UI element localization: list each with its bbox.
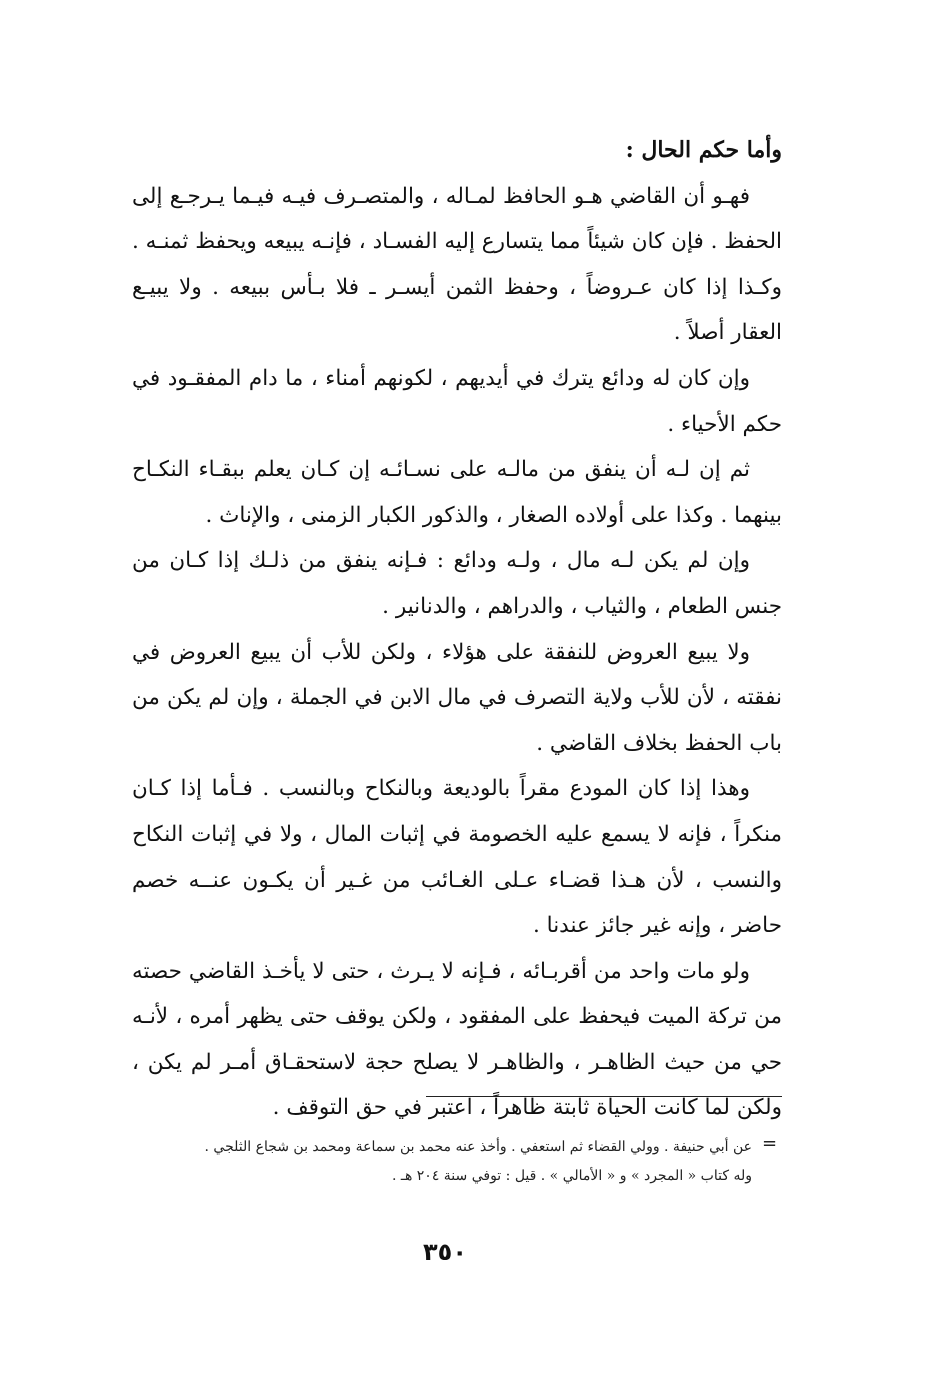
paragraph: وهذا إذا كان المودع مقراً بالوديعة وبالنكاح وبالنسب . فـأما إذا كـان منكراً ، فإنه لا يسمع عليه الخصومة في إثبات المال ، ولا في إثبات النكاح والنسب ، لأن هـذا قضـاء عـلى الغـائب من غـير أن يكـون عنــه خصم حاضر ، وإنه غير جائز عندنا . [132,776,782,939]
footnote-marker: = [762,1133,778,1154]
footnote-line: وله كتاب « المجرد » و « الأمالي » . قيل : توفي سنة ٢٠٤ هـ . [391,1168,752,1184]
paragraph: فهـو أن القاضي هـو الحافظ لمـاله ، والمتصـرف فيـه فيـما يـرجـع إلى الحفظ . فإن كان شيئاً مما يتسارع إليه الفسـاد ، فإنـه يبيعه ويحفظ ثمنـه . وكـذا إذا كان عـروضاً ، وحفظ الثمن أيسـر ـ فلا بـأس ببيعه . ولا يبيـع العقار أصلاً . [132,183,782,346]
footnote-line: عن أبي حنيفة . وولي القضاء ثم استعفي . وأخذ عنه محمد بن سماعة ومحمد بن شجاع الثلجي . [204,1139,752,1155]
paragraph: وإن لم يكن لـه مال ، ولـه ودائع : فـإنه ينفق من ذلـك إذا كـان من جنس الطعام ، والثياب ، والدراهم ، والدنانير . [132,548,782,619]
footnote-divider [426,1096,782,1097]
paragraph: ثم إن لـه أن ينفق من مالـه على نسـائـه إن كـان يعلم ببقـاء النكـاح بينهما . وكذا على أولاده الصغار ، والذكور الكبار الزمنى ، والإناث . [132,457,782,528]
paragraph: ولو مات واحد من أقربـائه ، فـإنه لا يـرث ، حتى لا يأخـذ القاضي حصته من تركة الميت فيحفظ على المفقود ، ولكن يوقف حتى يظهر أمره ، لأنـه حي من حيث الظاهـر ، والظاهـر لا يصلح حجة لاستحقـاق أمـر لم يكن ، ولكن لما كانت الحياة ثابتة ظاهراً ، اعتبر في حق التوقف . [132,958,782,1121]
page-number: ٣٥٠ [423,1238,467,1266]
main-text [132,128,782,1131]
paragraph: ولا يبيع العروض للنفقة على هؤلاء ، ولكن للأب أن يبيع العروض في نفقته ، لأن للأب ولاية التصرف في مال الابن في الجملة ، وإن لم يكن من باب الحفظ بخلاف القاضي . [132,639,782,756]
section-heading: وأما حكم الحال : [625,137,782,163]
paragraph: وإن كان له ودائع يترك في أيديهم ، لكونهم أمناء ، ما دام المفقـود في حكم الأحياء . [132,365,782,437]
footnote [140,1133,752,1191]
